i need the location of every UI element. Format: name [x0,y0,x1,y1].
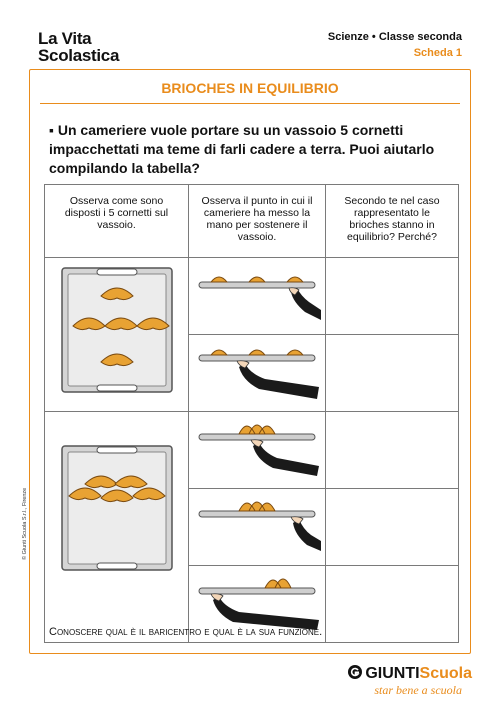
giunti-logo [347,664,472,683]
table-header-row [45,185,459,258]
exercise-table [44,184,459,643]
waiter-arm-icon [211,594,319,630]
answer-cell-3[interactable] [326,412,459,489]
header-cell-2 [189,185,326,258]
waiter-view-cell-4 [189,489,326,566]
waiter-view-cell-1 [189,258,326,335]
tray-top-view-cell-2 [45,412,189,643]
learning-objective: Conoscere qual è il baricentro e qual è la sua funzione. [49,626,323,638]
tray-side-view-2 [189,335,325,407]
tray-side-view-4 [189,489,325,561]
header-cell-1 [45,185,189,258]
logo-tagline: star bene a scuola [374,683,462,697]
sheet-label: Scheda 1 [413,47,462,59]
subject-label: Scienze • Classe seconda [327,31,462,43]
header-text-3: Secondo te nel caso rappresentato le brioches stanno in equilibrio? Perché? [344,195,440,243]
brand-line1: La Vita [38,29,92,48]
answer-cell-1[interactable] [326,258,459,335]
tray-top-view-b [45,412,188,628]
giunti-g-icon [347,664,363,680]
waiter-arm-icon [251,440,319,476]
logo-scuola: Scuola [419,665,472,682]
logo-brand: GIUNTI [365,665,420,682]
brand-logo [38,30,119,64]
tray-top-view-a [45,258,188,402]
header-cell-3 [326,185,459,258]
waiter-arm-icon [289,288,321,320]
header-text-2: Osserva il punto in cui il cameriere ha messo la mano per sostenere il vassoio. [201,195,313,243]
header-text-1: Osserva come sono disposti i 5 cornetti sul vassoio. [64,195,169,231]
answer-cell-2[interactable] [326,335,459,412]
tray-top-view-cell-1 [45,258,189,412]
waiter-view-cell-2 [189,335,326,412]
waiter-arm-icon [291,517,321,551]
waiter-view-cell-3 [189,412,326,489]
waiter-arm-icon [237,361,319,399]
brand-line2: Scolastica [38,46,120,65]
answer-cell-5[interactable] [326,566,459,643]
question-text: ▪ Un cameriere vuole portare su un vassoio 5 cornetti impacchettati ma teme di farli cadere a terra. Puoi aiutarlo compilando la tabella? [49,122,435,176]
table-row [45,258,459,335]
tray-side-view-1 [189,258,325,330]
answer-cell-4[interactable] [326,489,459,566]
page-title: BRIOCHES IN EQUILIBRIO [161,80,339,96]
tray-side-view-3 [189,412,325,484]
title-divider [40,103,460,104]
table-row [45,412,459,489]
